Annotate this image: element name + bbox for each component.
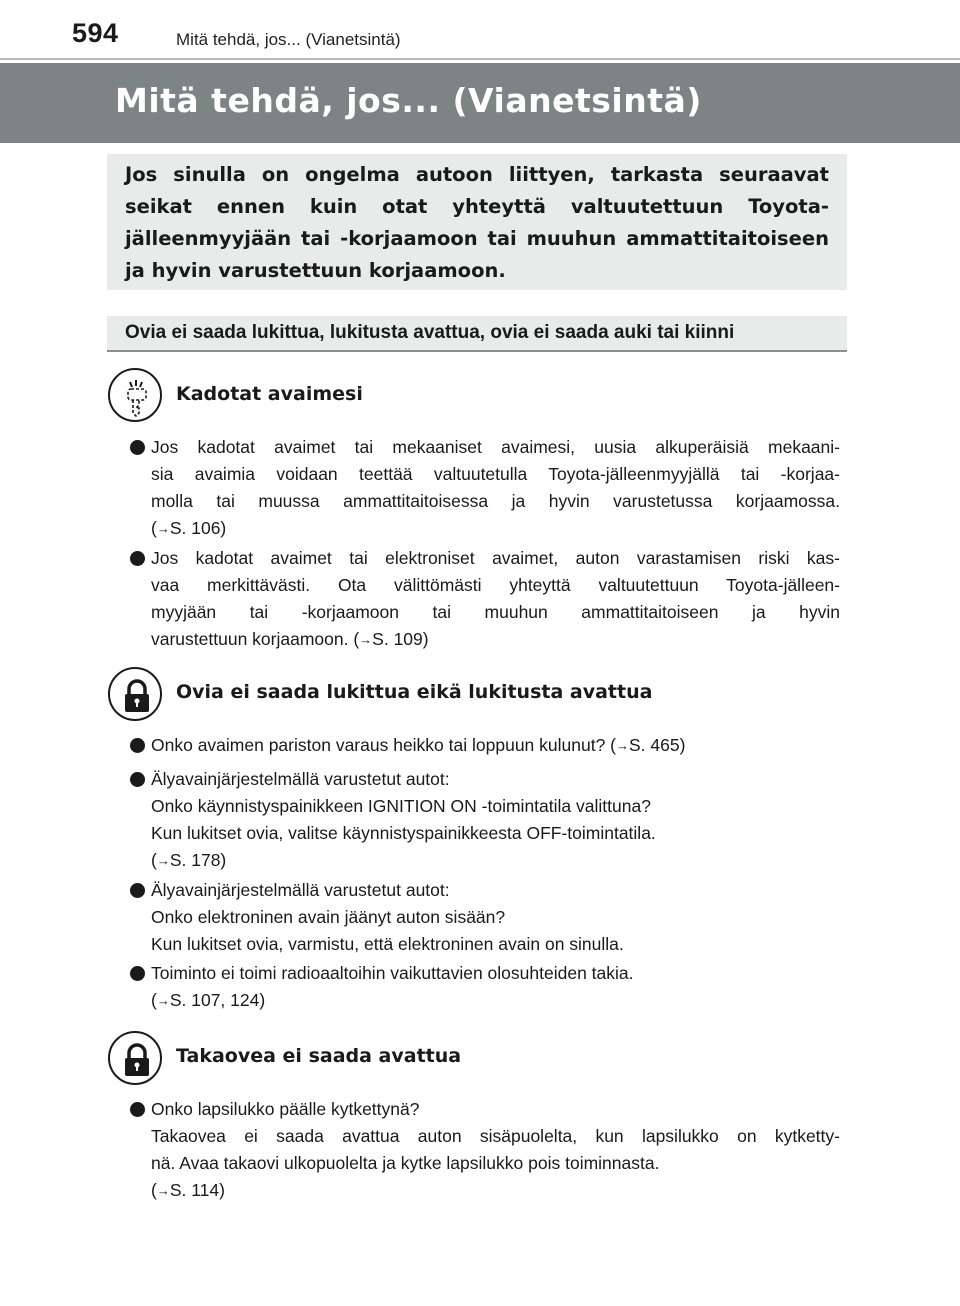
bullet-dot <box>130 772 145 787</box>
text-line: Älyavainjärjestelmällä varustetut autot: <box>151 880 450 900</box>
ref-paren: ( <box>151 1180 157 1200</box>
subsection-heading-doors: Ovia ei saada lukittua eikä lukitusta avattua <box>176 681 653 703</box>
list-item <box>130 434 840 543</box>
header-rule <box>0 58 960 60</box>
page-reference: S. 109) <box>372 629 429 649</box>
running-head <box>0 0 960 60</box>
bullet-dot <box>130 440 145 455</box>
ref-paren: ( <box>151 518 157 538</box>
page-reference: S. 106) <box>169 518 227 538</box>
running-title: Mitä tehdä, jos... (Vianetsintä) <box>176 30 401 49</box>
lock-icon <box>108 667 162 721</box>
page-reference: S. 107, 124) <box>169 990 266 1010</box>
page-reference: S. 114) <box>169 1180 225 1200</box>
page-title: Mitä tehdä, jos... (Vianetsintä) <box>115 81 702 120</box>
subsection-heading-rear-door: Takaovea ei saada avattua <box>176 1045 462 1067</box>
list-item <box>130 732 840 760</box>
text-line: Takaovea ei saada avattua auton sisäpuolelta, kun lapsilukko on kytketty- <box>151 1126 840 1146</box>
text-line: varustettuun korjaamoon. ( <box>151 629 360 649</box>
text-line: Kun lukitset ovia, valitse käynnistyspainikkeesta OFF-toimintatila. <box>151 823 656 843</box>
arrow-icon: → <box>156 993 170 1008</box>
intro-text: Jos sinulla on ongelma autoon liittyen, tarkasta seuraavat seikat ennen kuin otat yhteyttä valtuutettuun Toyota-jälleenmyyjään tai -korjaamoon tai muuhun ammattitaitoiseen ja hyvin varustettuun korjaamoon. <box>125 163 829 282</box>
list-item <box>130 960 840 1015</box>
page-reference: S. 178) <box>169 850 227 870</box>
list-item <box>130 766 840 875</box>
arrow-icon: → <box>616 738 629 753</box>
bullet-dot <box>130 1102 145 1117</box>
page-number: 594 <box>72 18 119 48</box>
intro-box <box>107 154 847 290</box>
section-title: Ovia ei saada lukittua, lukitusta avattua, ovia ei saada auki tai kiinni <box>125 322 735 343</box>
bullet-dot <box>130 883 145 898</box>
subsection-heading-lost-keys: Kadotat avaimesi <box>176 383 363 405</box>
arrow-icon: → <box>359 632 373 647</box>
text-line: nä. Avaa takaovi ulkopuolelta ja kytke lapsilukko pois toiminnasta. <box>151 1153 660 1173</box>
text-line: Jos kadotat avaimet tai elektroniset avaimet, auton varastamisen riski kas- <box>151 548 840 568</box>
title-band <box>0 63 960 143</box>
arrow-icon: → <box>156 1183 170 1198</box>
text-line: Kun lukitset ovia, varmistu, että elektroninen avain on sinulla. <box>151 934 624 954</box>
ref-paren: ( <box>151 850 157 870</box>
page-reference: S. 465) <box>629 735 686 755</box>
text-line: myyjään tai -korjaamoon tai muuhun ammattitaitoiseen ja hyvin <box>151 602 840 622</box>
text-line: Toiminto ei toimi radioaaltoihin vaikuttavien olosuhteiden takia. <box>151 963 634 983</box>
text-line: vaa merkittävästi. Ota välittömästi yhteyttä valtuutettuun Toyota-jälleen- <box>151 575 840 595</box>
list-item <box>130 545 840 654</box>
text-line: Onko käynnistyspainikkeen IGNITION ON -toimintatila valittuna? <box>151 796 651 816</box>
text-line: Onko lapsilukko päälle kytkettynä? <box>151 1099 420 1119</box>
bullet-dot <box>130 551 145 566</box>
text-line: molla tai muussa ammattitaitoisessa ja hyvin varustetussa korjaamossa. <box>151 491 840 511</box>
lock-icon <box>108 1031 162 1085</box>
list-item <box>130 877 840 958</box>
list-item <box>130 1096 840 1205</box>
bullet-dot <box>130 966 145 981</box>
bullet-dot <box>130 738 145 753</box>
text-line: Onko elektroninen avain jäänyt auton sisään? <box>151 907 506 927</box>
ref-paren: ( <box>151 990 157 1010</box>
text-line: Älyavainjärjestelmällä varustetut autot: <box>151 769 450 789</box>
text-line: Jos kadotat avaimet tai mekaaniset avaimesi, uusia alkuperäisiä mekaani- <box>151 437 840 457</box>
text-line: Onko avaimen pariston varaus heikko tai loppuun kulunut? ( <box>151 735 616 755</box>
arrow-icon: → <box>156 521 170 536</box>
arrow-icon: → <box>156 853 170 868</box>
section-bar <box>107 316 847 352</box>
key-icon <box>108 368 162 422</box>
text-line: sia avaimia voidaan teettää valtuutetulla Toyota-jälleenmyyjällä tai -korjaa- <box>151 464 840 484</box>
